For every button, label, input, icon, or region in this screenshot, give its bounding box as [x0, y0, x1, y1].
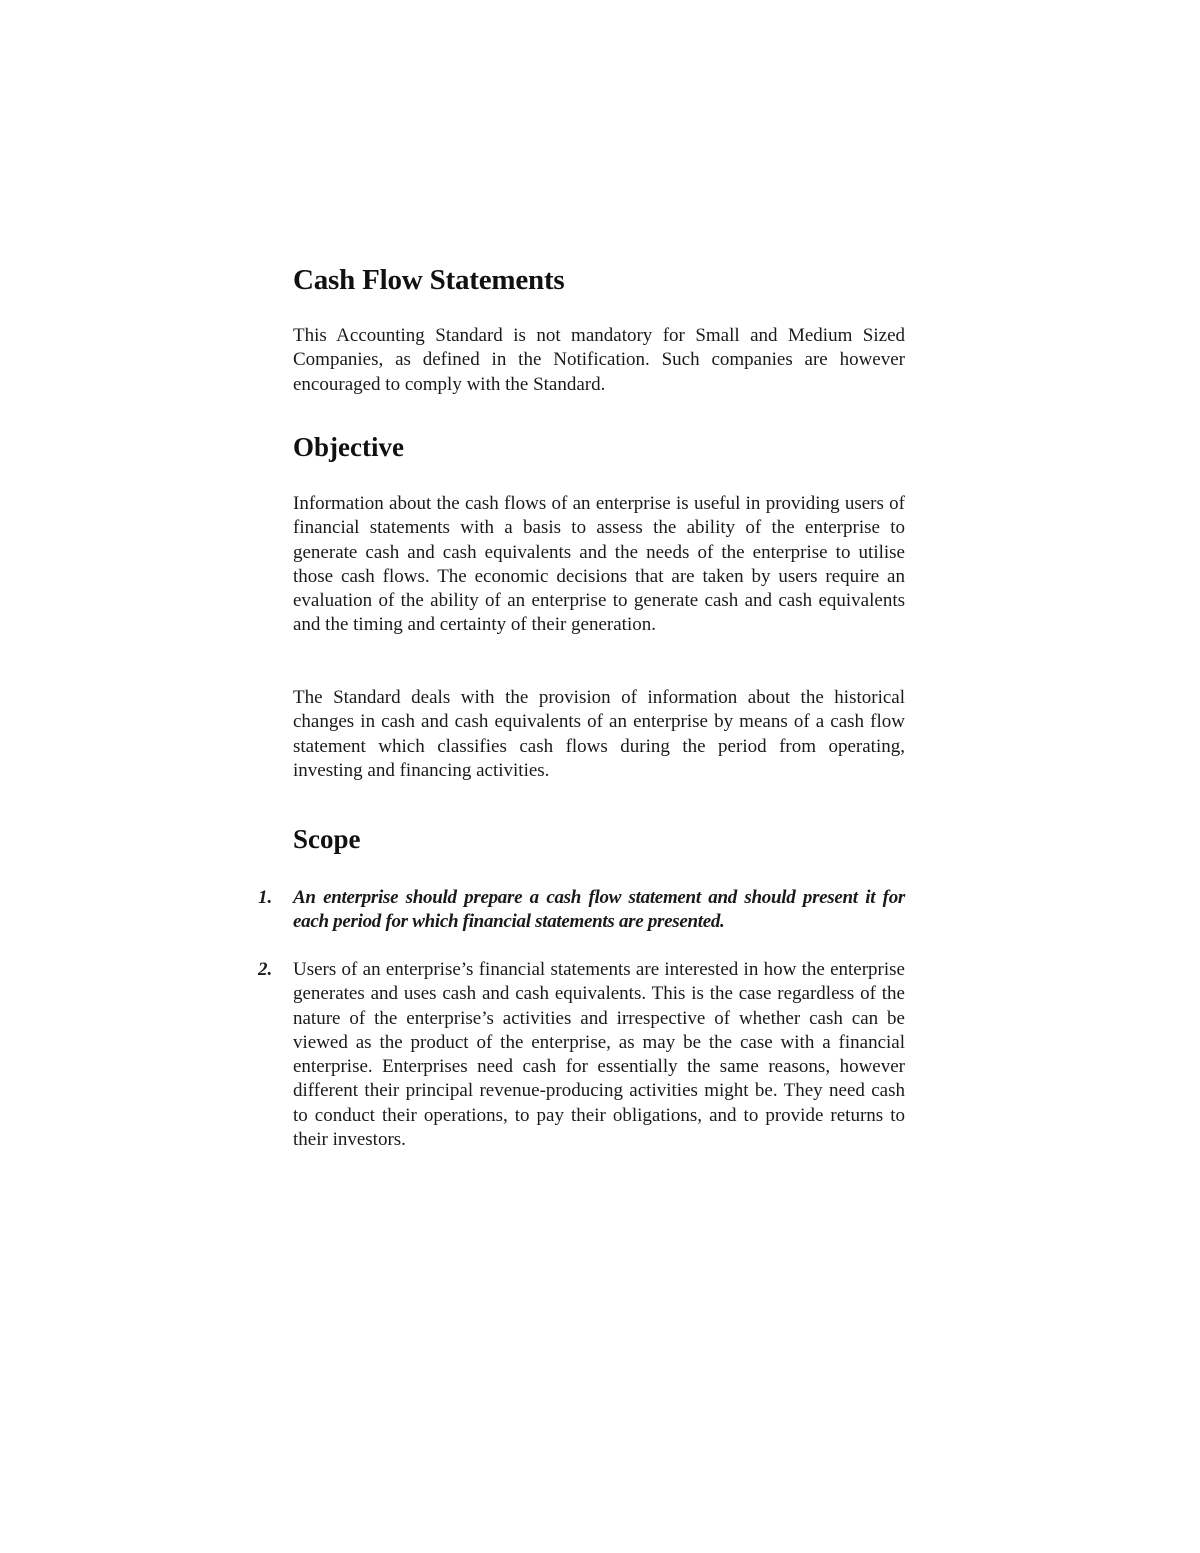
intro-paragraph: This Accounting Standard is not mandatory for Small and Medium Sized Companies, as defined in the Notification. Such companies are however encouraged to comply with the Standard.	[293, 325, 905, 395]
section-heading-objective: Objective	[293, 432, 404, 462]
item-number: 2.	[258, 959, 273, 980]
objective-paragraph-2: The Standard deals with the provision of information about the historical changes in cash and cash equivalents of an enterprise by means of a cash flow statement which classifies cash flows during the period from operating, investing and financing activities.	[293, 687, 905, 781]
objective-paragraph-1: Information about the cash flows of an enterprise is useful in providing users of financial statements with a basis to assess the ability of the enterprise to generate cash and cash equivalents and the needs of the enterprise to utilise those cash flows. The economic decisions that are taken by users require an evaluation of the ability of an enterprise to generate cash and cash equivalents and the timing and certainty of their generation.	[293, 493, 905, 636]
item-text: An enterprise should prepare a cash flow statement and should present it for each period for which financial statements are presented.	[293, 887, 905, 933]
item-text: Users of an enterprise’s financial statements are interested in how the enterprise generates and uses cash and cash equivalents. This is the case regardless of the nature of the enterprise’s activities and irrespective of whether cash can be viewed as the product of the enterprise, as may be the case with a financial enterprise. Enterprises need cash for essentially the same reasons, however different their principal revenue-producing activities might be. They need cash to conduct their operations, to pay their obligations, and to provide returns to their investors.	[293, 959, 905, 1151]
section-heading-scope: Scope	[293, 824, 361, 854]
item-number: 1.	[258, 887, 273, 908]
document-title: Cash Flow Statements	[293, 264, 565, 296]
